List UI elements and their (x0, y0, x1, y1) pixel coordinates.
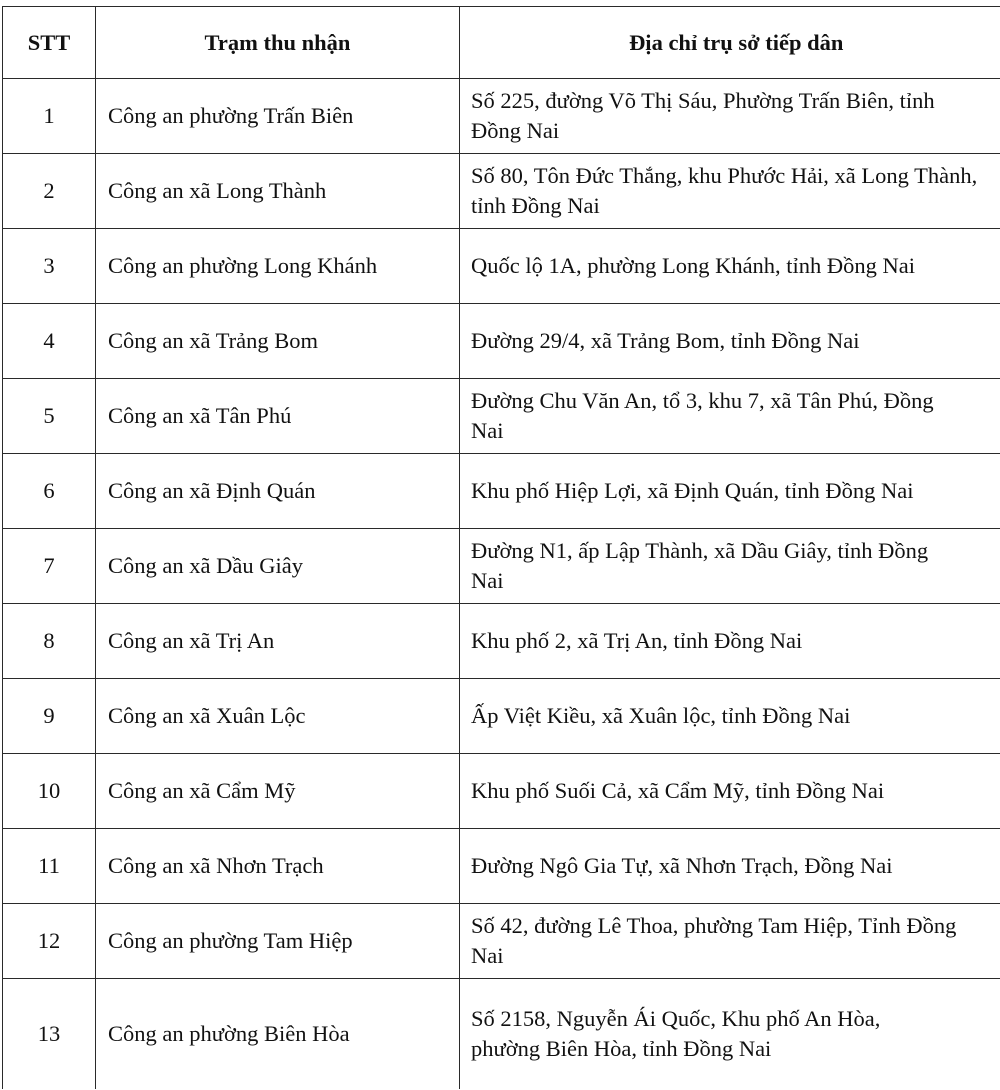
row-address (460, 829, 1000, 904)
table-row (3, 904, 1000, 979)
row-stt: 11 (3, 829, 96, 904)
row-address (460, 229, 1000, 304)
address-text: Quốc lộ 1A, phường Long Khánh, tỉnh Đồng Nai (471, 253, 916, 278)
row-address (460, 679, 1000, 754)
table-row (3, 304, 1000, 379)
row-station: Công an xã Tân Phú (96, 379, 460, 454)
row-station: Công an xã Long Thành (96, 154, 460, 229)
table-row (3, 529, 1000, 604)
row-station: Công an xã Trảng Bom (96, 304, 460, 379)
row-address (460, 979, 1000, 1090)
row-station: Công an phường Long Khánh (96, 229, 460, 304)
table-row (3, 604, 1000, 679)
row-station: Công an xã Nhơn Trạch (96, 829, 460, 904)
row-address (460, 379, 1000, 454)
address-text: Số 42, đường Lê Thoa, phường Tam Hiệp, Tỉnh Đồng Nai (471, 913, 957, 968)
table-row (3, 229, 1000, 304)
address-text: Số 2158, Nguyễn Ái Quốc, Khu phố An Hòa, phường Biên Hòa, tỉnh Đồng Nai (471, 1006, 881, 1061)
address-text: Khu phố Suối Cả, xã Cẩm Mỹ, tỉnh Đồng Nai (471, 778, 885, 803)
table-row (3, 379, 1000, 454)
table-row (3, 679, 1000, 754)
row-stt: 8 (3, 604, 96, 679)
table-row (3, 829, 1000, 904)
row-station: Công an phường Trấn Biên (96, 79, 460, 154)
row-stt: 9 (3, 679, 96, 754)
row-station: Công an xã Định Quán (96, 454, 460, 529)
table-row (3, 979, 1000, 1090)
row-stt: 4 (3, 304, 96, 379)
table-row (3, 754, 1000, 829)
address-text: Đường N1, ấp Lập Thành, xã Dầu Giây, tỉnh Đồng Nai (471, 538, 929, 593)
row-address (460, 754, 1000, 829)
row-stt: 2 (3, 154, 96, 229)
row-address (460, 154, 1000, 229)
row-station: Công an xã Xuân Lộc (96, 679, 460, 754)
row-stt: 13 (3, 979, 96, 1090)
table-row (3, 454, 1000, 529)
header-stt: STT (3, 7, 96, 79)
row-stt: 6 (3, 454, 96, 529)
row-station: Công an phường Tam Hiệp (96, 904, 460, 979)
row-stt: 5 (3, 379, 96, 454)
table-row (3, 79, 1000, 154)
row-stt: 12 (3, 904, 96, 979)
row-station: Công an xã Trị An (96, 604, 460, 679)
address-text: Khu phố 2, xã Trị An, tỉnh Đồng Nai (471, 628, 803, 653)
address-text: Đường Ngô Gia Tự, xã Nhơn Trạch, Đồng Nai (471, 853, 893, 878)
reception-stations-table (2, 6, 1000, 1089)
address-text: Đường 29/4, xã Trảng Bom, tỉnh Đồng Nai (471, 328, 860, 353)
row-address (460, 79, 1000, 154)
row-address (460, 904, 1000, 979)
row-station: Công an xã Cẩm Mỹ (96, 754, 460, 829)
table-header-row (3, 7, 1000, 79)
row-station: Công an xã Dầu Giây (96, 529, 460, 604)
address-text: Đường Chu Văn An, tổ 3, khu 7, xã Tân Phú, Đồng Nai (471, 388, 934, 443)
address-text: Ấp Việt Kiều, xã Xuân lộc, tỉnh Đồng Nai (471, 703, 851, 728)
row-address (460, 304, 1000, 379)
table-row (3, 154, 1000, 229)
row-address (460, 604, 1000, 679)
row-station: Công an phường Biên Hòa (96, 979, 460, 1090)
row-stt: 1 (3, 79, 96, 154)
row-address (460, 454, 1000, 529)
address-text: Số 225, đường Võ Thị Sáu, Phường Trấn Biên, tỉnh Đồng Nai (471, 88, 935, 143)
row-stt: 7 (3, 529, 96, 604)
row-address (460, 529, 1000, 604)
row-stt: 3 (3, 229, 96, 304)
address-text: Số 80, Tôn Đức Thắng, khu Phước Hải, xã Long Thành, tỉnh Đồng Nai (471, 163, 978, 218)
header-address: Địa chỉ trụ sở tiếp dân (460, 7, 1000, 79)
row-stt: 10 (3, 754, 96, 829)
header-station: Trạm thu nhận (96, 7, 460, 79)
address-text: Khu phố Hiệp Lợi, xã Định Quán, tỉnh Đồng Nai (471, 478, 914, 503)
